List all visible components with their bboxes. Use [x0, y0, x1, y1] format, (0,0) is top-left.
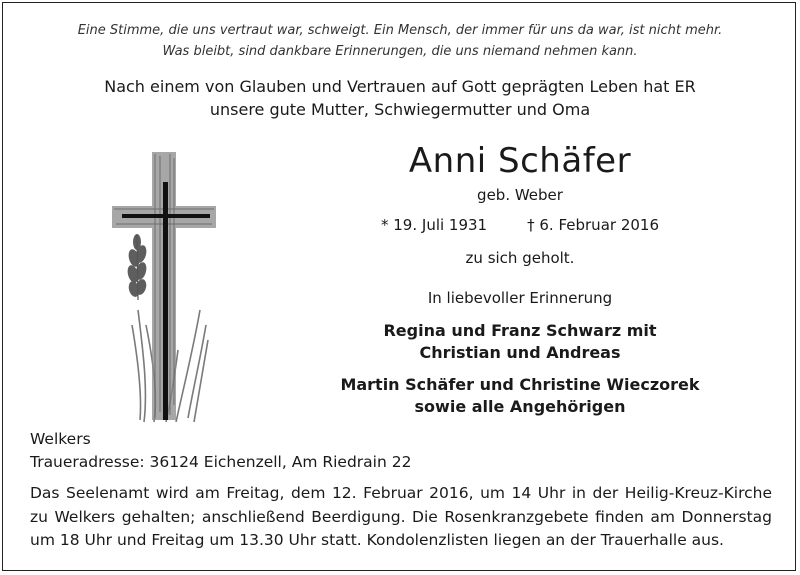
- opening-quote: [0, 20, 800, 62]
- taken-text: zu sich geholt.: [465, 249, 575, 267]
- family-1-line-2: Christian und Andreas: [419, 343, 621, 362]
- place-block: [30, 428, 411, 474]
- birth-date: * 19. Juli 1931: [381, 216, 488, 234]
- town: Welkers: [30, 430, 91, 448]
- cross-with-wheat-illustration: [108, 150, 228, 425]
- intro-text: [0, 75, 800, 121]
- intro-line-2: unsere gute Mutter, Schwiegermutter und Oma: [209, 100, 591, 119]
- family-2-line-1: Martin Schäfer und Christine Wieczorek: [340, 375, 700, 394]
- mourning-address: Traueradresse: 36124 Eichenzell, Am Riedrain 22: [30, 453, 412, 471]
- family-group-2: [300, 374, 740, 418]
- quote-line-1: Eine Stimme, die uns vertraut war, schweigt. Ein Mensch, der immer für uns da war, ist nicht mehr.: [77, 23, 723, 38]
- service-details: Das Seelenamt wird am Freitag, dem 12. Februar 2016, um 14 Uhr in der Heilig-Kreuz-Kirche zu Welkers gehalten; anschließend Beerdigung. Die Rosenkranzgebete finden am Donnerstag um 18 Uhr und Freitag um 13.30 Uhr statt. Kondolenzlisten liegen an der Trauerhalle aus.: [30, 484, 772, 549]
- quote-line-2: Was bleibt, sind dankbare Erinnerungen, die uns niemand nehmen kann.: [162, 44, 638, 59]
- life-dates: [300, 216, 740, 234]
- intro-line-1: Nach einem von Glauben und Vertrauen auf Gott geprägten Leben hat ER: [104, 77, 696, 96]
- birth-name: geb. Weber: [477, 186, 563, 204]
- family-group-1: [300, 320, 740, 364]
- death-date: † 6. Februar 2016: [527, 216, 659, 234]
- family-1-line-1: Regina und Franz Schwarz mit: [383, 321, 657, 340]
- deceased-name: Anni Schäfer: [408, 141, 632, 181]
- memory-intro: In liebevoller Erinnerung: [427, 289, 613, 307]
- family-2-line-2: sowie alle Angehörigen: [414, 397, 626, 416]
